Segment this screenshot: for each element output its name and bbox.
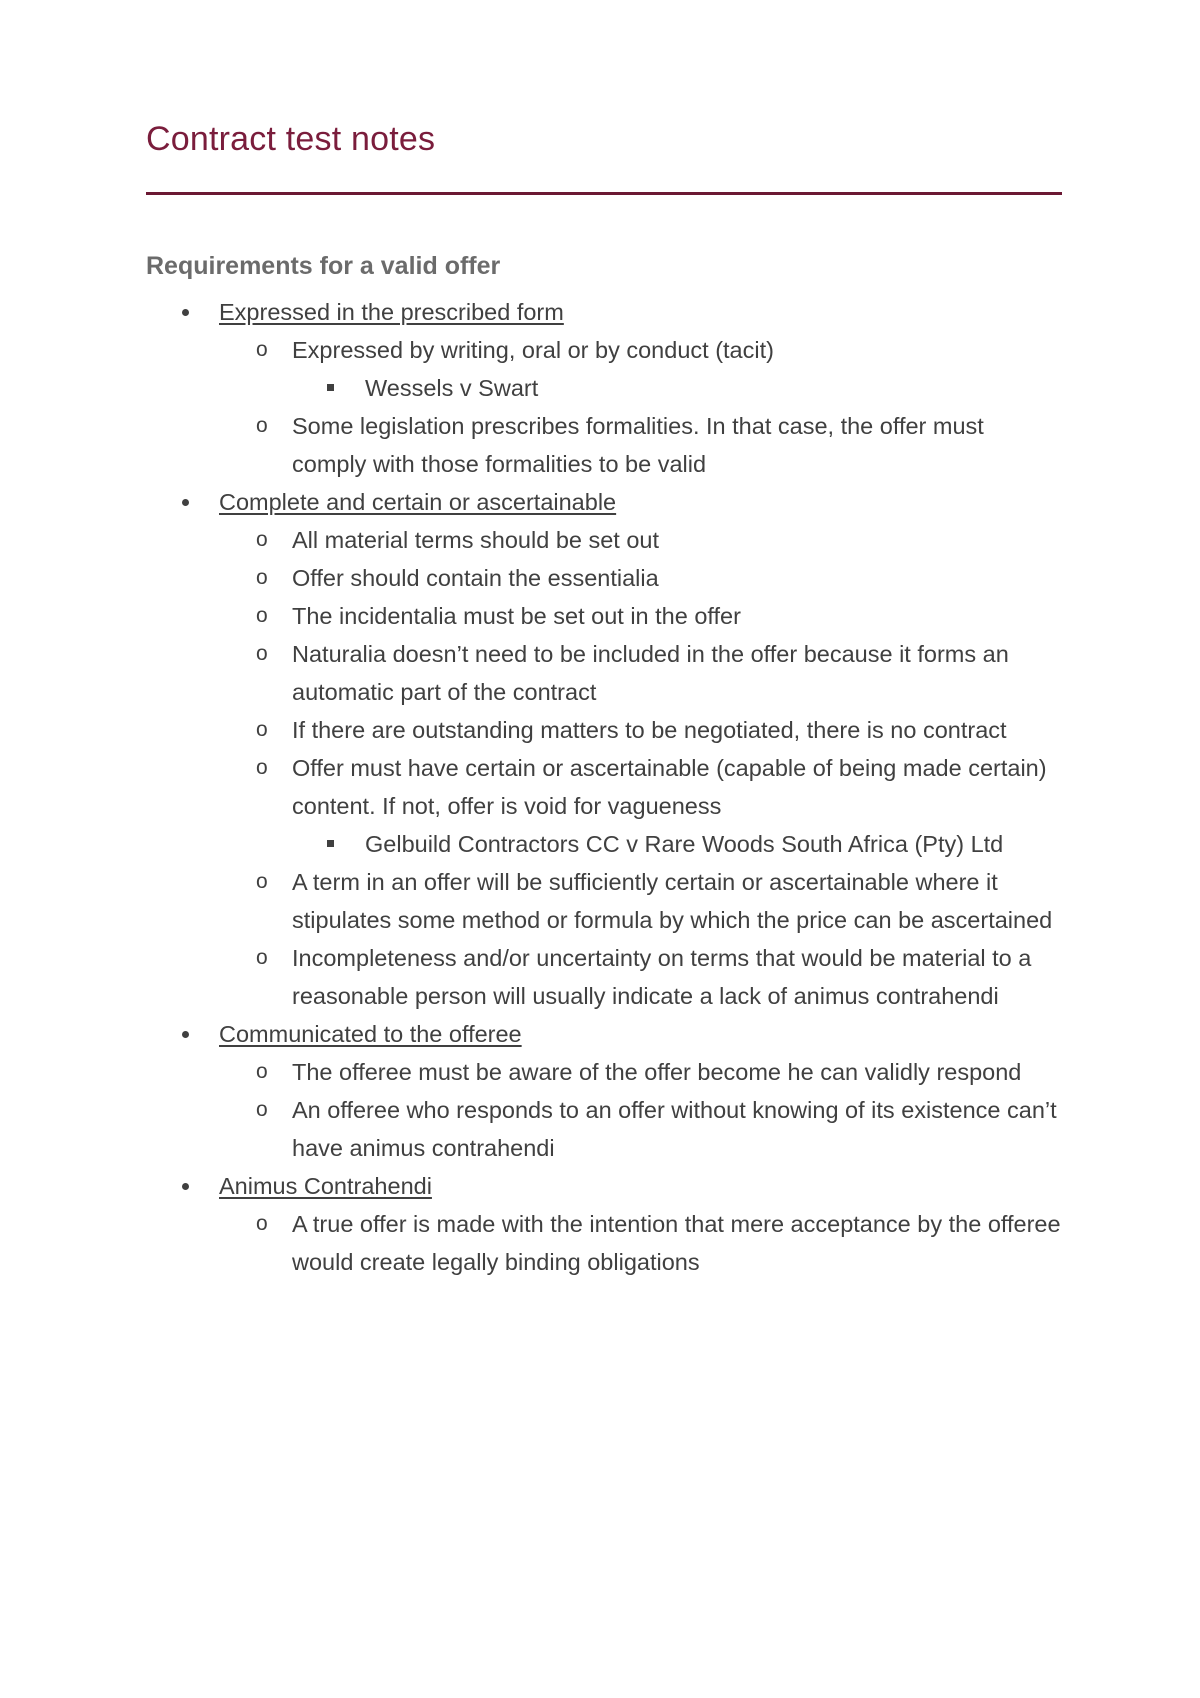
sub-list (219, 331, 1062, 483)
sub-list (219, 1205, 1062, 1281)
sub-list (219, 521, 1062, 1015)
sub-item (218, 939, 1062, 1015)
bullet-circle-icon: o (256, 528, 268, 551)
sub-item-text: Some legislation prescribes formalities. In that case, the offer must comply with those formalities to be valid (292, 413, 984, 477)
requirement-label: Communicated to the offeree (219, 1021, 522, 1047)
sub-item (218, 407, 1062, 483)
bullet-circle-icon: o (256, 756, 268, 779)
sub-item-text: Expressed by writing, oral or by conduct (tacit) (292, 337, 774, 363)
requirement-label: Complete and certain or ascertainable (219, 489, 617, 515)
bullet-circle-icon: o (256, 1060, 268, 1083)
sub-item (218, 1091, 1062, 1167)
case-name: Gelbuild Contractors CC v Rare Woods South Africa (Pty) Ltd (365, 831, 1004, 857)
bullet-circle-icon: o (256, 338, 268, 361)
bullet-disc-icon (182, 1183, 189, 1190)
sub-list (219, 1053, 1062, 1167)
sub-item-text: An offeree who responds to an offer without knowing of its existence can’t have animus contrahendi (292, 1097, 1057, 1161)
case-item (218, 369, 1062, 407)
requirements-list (146, 293, 1062, 1281)
bullet-circle-icon: o (256, 642, 268, 665)
title-divider (146, 192, 1062, 195)
document-body (146, 118, 1062, 1281)
bullet-circle-icon: o (256, 414, 268, 437)
sub-item-text: A term in an offer will be sufficiently certain or ascertainable where it stipulates some method or formula by which the price can be ascertained (292, 869, 1053, 933)
sub-item-text: All material terms should be set out (292, 527, 660, 553)
bullet-circle-icon: o (256, 870, 268, 893)
bullet-circle-icon: o (256, 566, 268, 589)
requirement-item (146, 1167, 1062, 1281)
bullet-disc-icon (182, 309, 189, 316)
sub-item (218, 635, 1062, 711)
sub-item-text: The offeree must be aware of the offer become he can validly respond (292, 1059, 1022, 1085)
sub-item (218, 521, 1062, 559)
sub-item (218, 1053, 1062, 1091)
sub-item (218, 597, 1062, 635)
sub-item-text: Offer should contain the essentialia (292, 565, 659, 591)
bullet-square-icon (327, 384, 334, 391)
sub-item-text: Incompleteness and/or uncertainty on terms that would be material to a reasonable person will usually indicate a lack of animus contrahendi (292, 945, 1032, 1009)
sub-item-text: Naturalia doesn’t need to be included in the offer because it forms an automatic part of the contract (292, 641, 1009, 705)
bullet-circle-icon: o (256, 1212, 268, 1235)
sub-item-text: Offer must have certain or ascertainable (capable of being made certain) content. If not, offer is void for vagueness (292, 755, 1047, 819)
bullet-square-icon (327, 840, 334, 847)
bullet-circle-icon: o (256, 604, 268, 627)
requirement-label: Expressed in the prescribed form (219, 299, 564, 325)
sub-item-text: If there are outstanding matters to be negotiated, there is no contract (292, 717, 1007, 743)
case-name: Wessels v Swart (365, 375, 539, 401)
sub-item (218, 749, 1062, 863)
case-item (218, 825, 1062, 863)
sub-item-text: The incidentalia must be set out in the offer (292, 603, 741, 629)
requirement-item (146, 1015, 1062, 1167)
page-title: Contract test notes (146, 120, 436, 158)
sub-item (218, 559, 1062, 597)
case-list (292, 825, 1062, 863)
bullet-circle-icon: o (256, 946, 268, 969)
bullet-circle-icon: o (256, 1098, 268, 1121)
sub-item (218, 711, 1062, 749)
requirement-item (146, 483, 1062, 1015)
sub-item (218, 863, 1062, 939)
sub-item-text: A true offer is made with the intention that mere acceptance by the offeree would create legally binding obligations (292, 1211, 1061, 1275)
sub-item (218, 1205, 1062, 1281)
case-list (292, 369, 1062, 407)
sub-item (218, 331, 1062, 407)
requirement-item (146, 293, 1062, 483)
bullet-circle-icon: o (256, 718, 268, 741)
requirement-label: Animus Contrahendi (219, 1173, 432, 1199)
section-heading: Requirements for a valid offer (146, 252, 501, 280)
bullet-disc-icon (182, 1031, 189, 1038)
bullet-disc-icon (182, 499, 189, 506)
